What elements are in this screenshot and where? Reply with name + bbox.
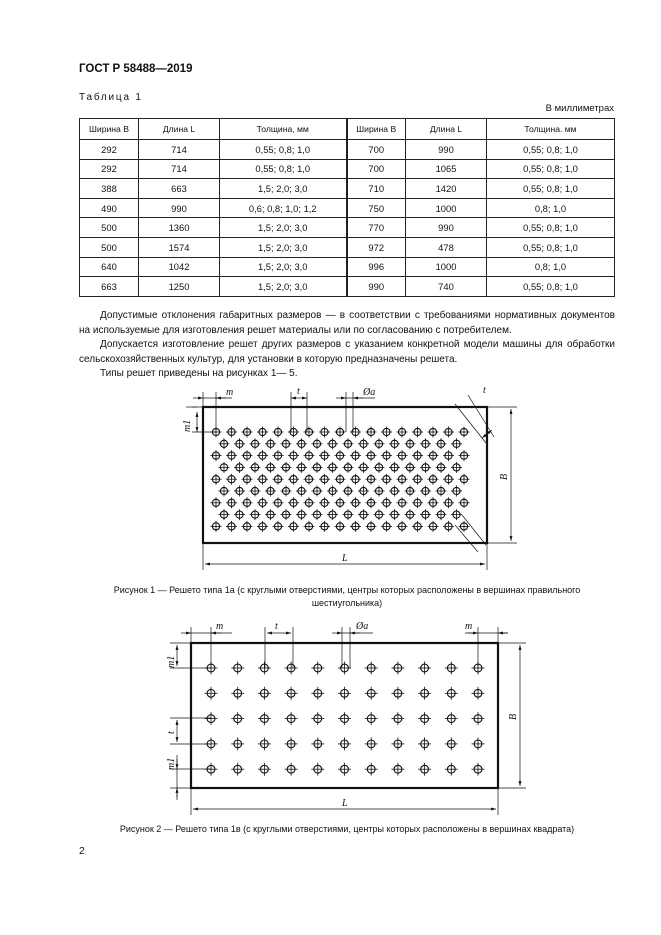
fig2-label-t: t [275,621,278,632]
fig2-label-m1-top: m1 [166,655,177,668]
fig2-label-B: B [508,713,519,720]
table-cell: 1065 [406,159,487,179]
table-cell: 0,55; 0,8; 1,0 [487,218,615,238]
col-header: Ширина B [80,119,139,140]
table-cell: 490 [80,198,139,218]
table-cell: 1,5; 2,0; 3,0 [220,277,347,297]
col-header: Ширина B [347,119,406,140]
sieve-1-holes [211,427,470,532]
table-cell: 292 [80,159,139,179]
table-cell: 710 [347,179,406,199]
table-cell: 750 [347,198,406,218]
fig2-label-L: L [342,798,348,809]
table-cell: 478 [406,237,487,257]
paragraph-text: Допускается изготовление решет других размеров с указанием конкретной модели машины для обработки сельскохозяйственных культур, для установки в которую предназначены решета. [79,339,615,365]
paragraph-text: Типы решет приведены на рисунках 1— 5. [100,368,298,379]
figure-1-caption: Рисунок 1 — Решето типа 1а (с круглыми отверстиями, центры которых расположены в вершинах правильного шестиугольника) [113,585,581,608]
fig2-label-t-side: t [166,731,177,734]
table-cell: 500 [80,218,139,238]
table-cell: 663 [139,179,220,199]
table-cell: 714 [139,140,220,160]
table-cell: 0,55; 0,8; 1,0 [487,159,615,179]
table-cell: 996 [347,257,406,277]
table-cell: 990 [347,277,406,297]
table-cell: 1,5; 2,0; 3,0 [220,257,347,277]
table-cell: 0,6; 0,8; 1,0; 1,2 [220,198,347,218]
table-cell: 1,5; 2,0; 3,0 [220,179,347,199]
fig1-label-t-diagonal: t [483,385,486,396]
table-caption: Таблица 1 [79,92,143,103]
sieve-2-holes [205,662,485,776]
fig1-label-m1: m1 [182,419,193,432]
table-cell: 990 [406,218,487,238]
table-cell: 0,55; 0,8; 1,0 [487,179,615,199]
fig1-label-L: L [342,553,348,564]
table-cell: 990 [139,198,220,218]
fig1-label-B: B [499,473,510,480]
col-header: Длина L [139,119,220,140]
fig2-label-m1-bottom: m1 [166,757,177,770]
page-number: 2 [79,845,85,857]
table-cell: 0,55; 0,8; 1,0 [220,159,347,179]
table-cell: 640 [80,257,139,277]
fig2-label-d: Øa [356,621,369,632]
table-cell: 714 [139,159,220,179]
fig1-label-t: t [297,386,300,397]
table-cell: 770 [347,218,406,238]
paragraph-text: Допустимые отклонения габаритных размеров — в соответствии с требованиями нормативных документов на используемые для изготовления решет материалы или по согласованию с потребителем. [79,310,615,336]
table-cell: 1,5; 2,0; 3,0 [220,218,347,238]
col-header: Длина L [406,119,487,140]
fig2-label-m-right: m [465,621,473,632]
table-cell: 0,55; 0,8; 1,0 [487,140,615,160]
figure-2-drawing [170,627,526,815]
table-cell: 1250 [139,277,220,297]
table-cell: 292 [80,140,139,160]
table-cell: 972 [347,237,406,257]
table-cell: 388 [80,179,139,199]
fig1-label-d: Øa [363,387,376,398]
table-cell: 663 [80,277,139,297]
table-cell: 700 [347,159,406,179]
table-cell: 0,55; 0,8; 1,0 [487,237,615,257]
col-header: Толщина, мм [220,119,347,140]
fig1-label-m: m [226,387,234,398]
table-cell: 1000 [406,257,487,277]
col-header: Толщина. мм [487,119,615,140]
table-cell: 700 [347,140,406,160]
table-cell: 1420 [406,179,487,199]
document-header: ГОСТ Р 58488—2019 [79,63,193,75]
table-cell: 990 [406,140,487,160]
table-cell: 1042 [139,257,220,277]
table-units: В миллиметрах [545,103,614,114]
table-cell: 1574 [139,237,220,257]
table-cell: 1360 [139,218,220,238]
table-cell: 0,8; 1,0 [487,198,615,218]
table-cell: 0,55; 0,8; 1,0 [487,277,615,297]
table-cell: 740 [406,277,487,297]
fig2-label-m-left: m [216,621,224,632]
table-cell: 1,5; 2,0; 3,0 [220,237,347,257]
table-cell: 0,8; 1,0 [487,257,615,277]
table-cell: 500 [80,237,139,257]
table-cell: 1000 [406,198,487,218]
table-cell: 0,55; 0,8; 1,0 [220,140,347,160]
figure-2-caption: Рисунок 2 — Решето типа 1в (с круглыми отверстиями, центры которых расположены в вершинах квадрата) [119,824,575,834]
figure-1-drawing [186,392,517,570]
